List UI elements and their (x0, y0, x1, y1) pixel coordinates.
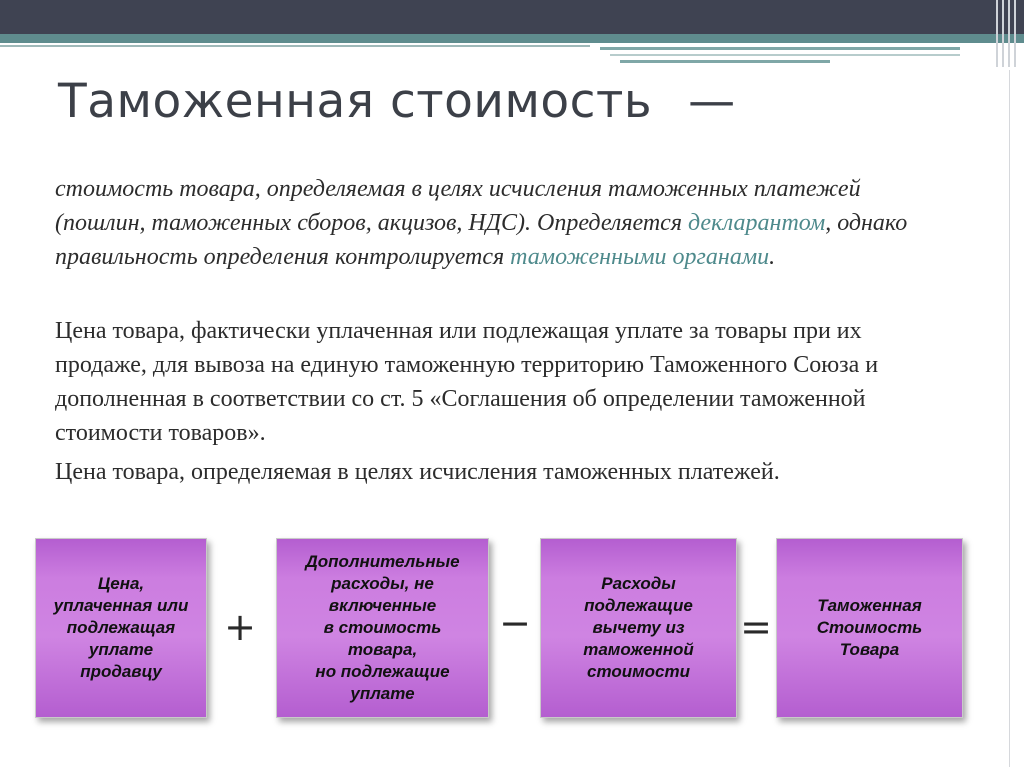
price-paragraph: Цена товара, фактически уплаченная или подлежащая уплате за товары при их продаже, для вывоза на единую таможенную территорию Таможенного Союза и дополненная в соответствии со ст. 5 «Соглашения об определении таможенной стоимости товаров». (55, 318, 879, 446)
formula-box-customs-value: Таможенная Стоимость Товара (776, 538, 963, 718)
corner-lines (992, 0, 1024, 67)
customs-price-paragraph: Цена товара, определяемая в целях исчисления таможенных платежей. (55, 459, 780, 485)
formula-box-additional-costs: Дополнительные расходы, не включенные в стоимость товара, но подлежащие уплате (276, 538, 489, 718)
header-rule-2 (610, 54, 960, 56)
header-band (0, 0, 1024, 34)
slide-title (58, 74, 958, 129)
formula-box-price-paid: Цена, уплаченная или подлежащая уплате продавцу (35, 538, 207, 718)
title-text: Таможенная стоимость (58, 74, 653, 129)
definition-paragraph (55, 172, 955, 274)
header-rule-3 (620, 60, 830, 63)
header-accent-band (0, 34, 1024, 43)
header-rule-1 (600, 47, 960, 50)
plus-operator: + (224, 605, 256, 649)
header-rule-left (0, 45, 590, 47)
link-declarant[interactable]: декларантом (687, 210, 826, 236)
formula-box-deductible-costs: Расходы подлежащие вычету из таможенной стоимости (540, 538, 737, 718)
definition-part-3: . (769, 244, 776, 270)
title-dash: — (688, 74, 736, 129)
definition-part-2: , однако правильность определения контролируется (55, 210, 908, 270)
equals-operator: = (740, 605, 772, 649)
definition-part-1: стоимость товара, определяемая в целях исчисления таможенных платежей (пошлин, таможенных сборов, акцизов, НДС). Определяется (55, 176, 861, 236)
side-rule (1009, 70, 1010, 767)
link-customs-authorities[interactable]: таможенными органами (510, 244, 770, 270)
minus-operator: − (499, 601, 531, 645)
